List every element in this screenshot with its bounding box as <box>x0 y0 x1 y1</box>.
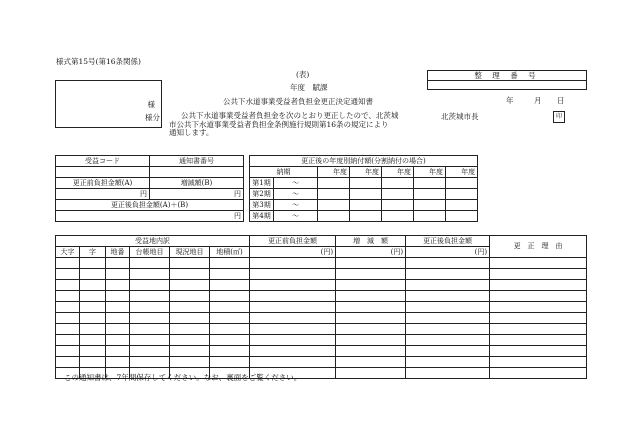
reference-number-box <box>427 70 587 90</box>
col-oaza: 大字 <box>56 247 80 258</box>
col-ledger-category: 台帳地目 <box>130 247 170 258</box>
notice-body-line1: 公共下水道事業受益者負担金を次のとおり更正したので、北茨城 <box>181 111 399 120</box>
issuer-name: 北茨城市長 <box>441 112 479 121</box>
land-group-header: 受益地内訳 <box>56 236 250 247</box>
date-month: 月 <box>534 96 542 105</box>
year-header-2: 年度 <box>350 167 382 178</box>
table-row <box>56 324 587 335</box>
addressee-sama-bun: 様分 <box>145 113 160 122</box>
col-chiban: 地番 <box>106 247 130 258</box>
term-1-tilde: ～ <box>274 178 318 189</box>
table-row <box>56 357 587 368</box>
term-4-tilde: ～ <box>274 211 318 222</box>
term-2: 第2期 <box>250 189 274 200</box>
installment-table <box>249 155 478 222</box>
year-header-5: 年度 <box>446 167 478 178</box>
after-amount-label: 更正後負担金額(A)＋(B) <box>56 200 244 211</box>
change-header: 増 減 額 <box>336 236 406 247</box>
document-title: 公共下水道事業受益者負担金更正決定通知書 <box>223 97 373 106</box>
notice-body-line3: 通知します。 <box>169 128 214 138</box>
front-label: (表) <box>296 70 310 79</box>
table-row <box>56 335 587 346</box>
change-yen: (円) <box>336 247 406 258</box>
after-header: 更正後負担金額 <box>406 236 490 247</box>
before-amount-yen: 円 <box>56 189 150 200</box>
date-day: 日 <box>557 96 565 105</box>
seal-mark: 印 <box>553 111 565 123</box>
table-row <box>56 280 587 291</box>
form-number: 様式第15号(第16条関係) <box>56 57 141 66</box>
beneficiary-code-label: 受益コード <box>56 156 150 167</box>
notice-body-line2: 市公共下水道事業受益者負担金条例施行規則第16条の規定により <box>169 119 389 129</box>
term-4: 第4期 <box>250 211 274 222</box>
notice-number-label: 通知書番号 <box>150 156 244 167</box>
term-2-tilde: ～ <box>274 189 318 200</box>
table-row <box>56 346 587 357</box>
addressee-sama: 様 <box>147 100 155 109</box>
year-header-3: 年度 <box>382 167 414 178</box>
reason-header: 更 正 理 由 <box>490 236 587 258</box>
period-header: 納期 <box>250 167 318 178</box>
term-1: 第1期 <box>250 178 274 189</box>
before-amount-label: 更正前負担金額(A) <box>56 178 150 189</box>
table-row <box>56 313 587 324</box>
term-3: 第3期 <box>250 200 274 211</box>
before-header: 更正前負担金額 <box>250 236 336 247</box>
year-header-1: 年度 <box>318 167 350 178</box>
fiscal-year-line: 年度 賦課 <box>290 83 328 92</box>
year-header-4: 年度 <box>414 167 446 178</box>
after-yen: (円) <box>406 247 490 258</box>
col-area: 地積(㎡) <box>210 247 250 258</box>
land-breakdown-table <box>55 235 587 379</box>
amount-table <box>55 155 244 222</box>
table-row <box>56 302 587 313</box>
addressee-box <box>55 80 162 128</box>
before-yen: (円) <box>250 247 336 258</box>
after-amount-yen: 円 <box>56 211 244 222</box>
table-row <box>56 291 587 302</box>
installment-title: 更正後の年度別納付額(分割納付の場合) <box>250 156 478 167</box>
footer-note: この通知書は、7年間保存してください。なお、裏面をご覧ください。 <box>64 373 302 382</box>
term-3-tilde: ～ <box>274 200 318 211</box>
col-aza: 字 <box>80 247 106 258</box>
table-row <box>56 269 587 280</box>
change-amount-label: 増減額(B) <box>150 178 244 189</box>
col-current-category: 現況地目 <box>170 247 210 258</box>
date-year: 年 <box>506 96 514 105</box>
table-row <box>56 258 587 269</box>
notice-body <box>169 112 419 138</box>
change-amount-yen: 円 <box>150 189 244 200</box>
reference-number-label: 整 理 番 号 <box>428 71 586 81</box>
